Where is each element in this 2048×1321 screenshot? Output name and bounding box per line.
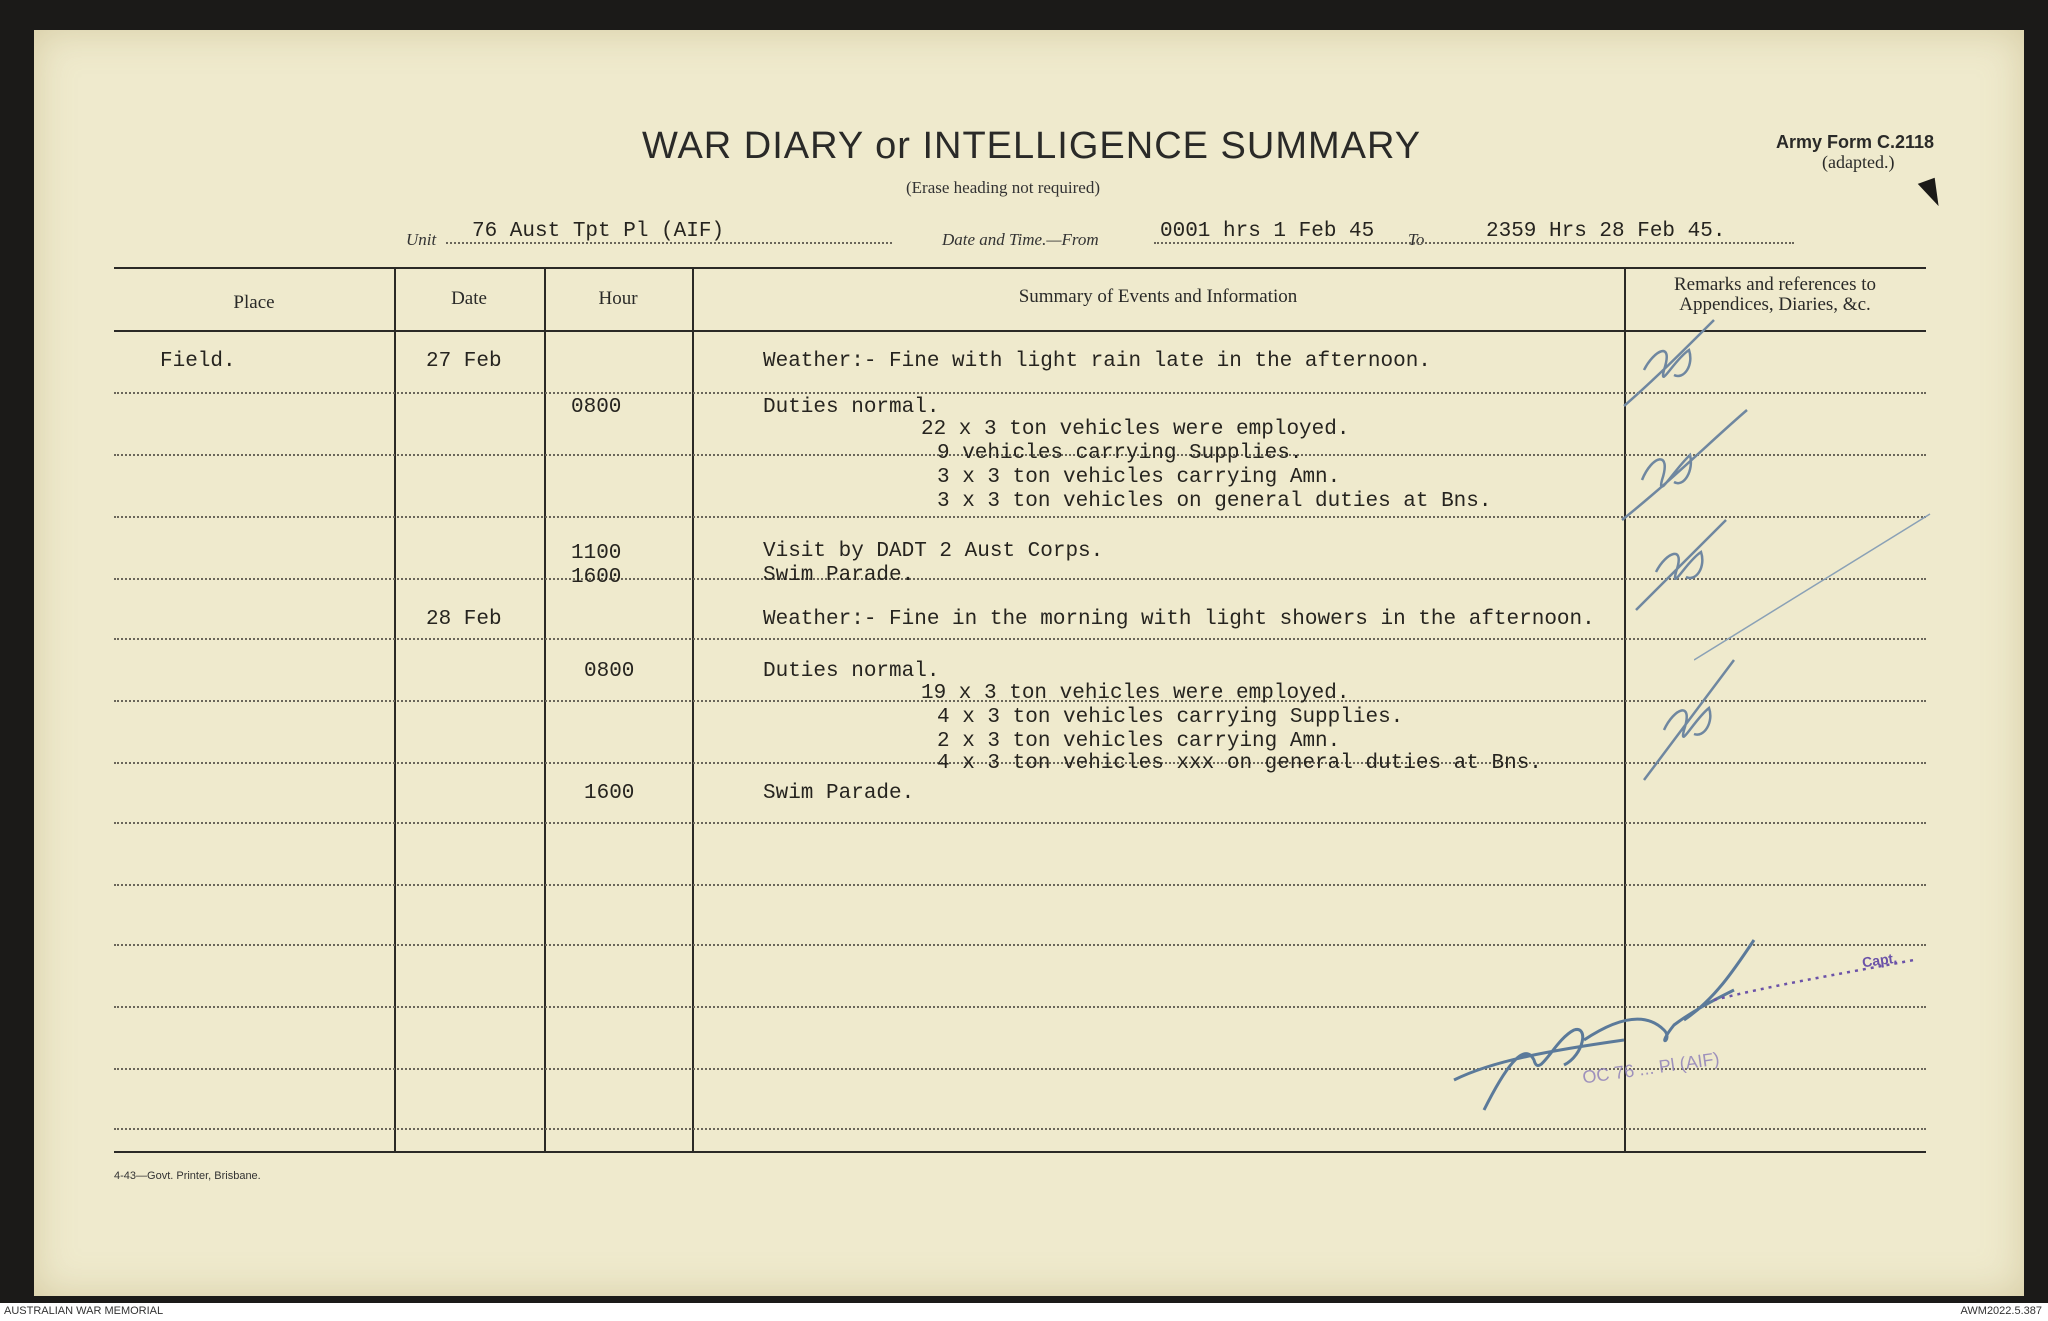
entry-text: 4 x 3 ton vehicles carrying Supplies. — [937, 706, 1404, 729]
footer-institution: AUSTRALIAN WAR MEMORIAL — [4, 1305, 164, 1317]
entry-hour: 1600 — [571, 566, 622, 589]
date-to: 2359 Hrs 28 Feb 45. — [1486, 220, 1726, 243]
page-title: WAR DIARY or INTELLIGENCE SUMMARY — [642, 125, 1422, 167]
signature — [1414, 930, 1934, 1130]
entry-text: Swim Parade. — [763, 564, 915, 587]
footer-reference: AWM2022.5.387 — [1960, 1305, 2042, 1317]
entry-date: 27 Feb — [426, 350, 502, 373]
entry-text: 3 x 3 ton vehicles carrying Amn. — [937, 466, 1341, 489]
ruled-line — [114, 638, 1926, 640]
table-top-rule — [114, 267, 1926, 269]
initials-stroke — [1694, 510, 1934, 670]
page-subtitle: (Erase heading not required) — [906, 178, 1100, 197]
entry-text: Swim Parade. — [763, 782, 915, 805]
date-label: Date and Time.—From — [942, 230, 1099, 249]
entry-text: Visit by DADT 2 Aust Corps. — [763, 540, 1104, 563]
archive-footer — [0, 1303, 2048, 1321]
entry-text: Duties normal. — [763, 660, 940, 683]
form-name: Army Form C.2118 — [1776, 132, 1935, 152]
col-remarks-line2: Appendices, Diaries, &c. — [1679, 294, 1871, 315]
entry-hour: 0800 — [584, 660, 635, 683]
stamp-rank: Capt. — [1861, 949, 1898, 971]
unit-label: Unit — [406, 230, 437, 249]
col-hour: Hour — [598, 288, 638, 309]
entry-text: Weather:- Fine in the morning with light showers in the afternoon. — [763, 608, 1595, 631]
stamp-unit: OC 76 ... Pl (AIF) — [1581, 1048, 1721, 1088]
to-label: To — [1408, 230, 1425, 249]
unit-line — [446, 242, 892, 244]
entry-text: 22 x 3 ton vehicles were employed. — [921, 418, 1350, 441]
entry-hour: 1600 — [584, 782, 635, 805]
entry-text: Duties normal. — [763, 396, 940, 419]
date-from: 0001 hrs 1 Feb 45 — [1160, 220, 1375, 243]
col-remarks-line1: Remarks and references to — [1673, 274, 1877, 295]
entry-text: 9 vehicles carrying Supplies. — [937, 442, 1303, 465]
col-date: Date — [451, 288, 487, 309]
diary-page — [34, 30, 2024, 1296]
initials-mark — [1634, 650, 1744, 790]
entry-date: 28 Feb — [426, 608, 502, 631]
divider-place-date — [394, 267, 396, 1151]
entry-hour: 0800 — [571, 396, 622, 419]
form-note: (adapted.) — [1822, 152, 1895, 172]
printer-line: 4-43—Govt. Printer, Brisbane. — [114, 1170, 261, 1182]
divider-date-hour — [544, 267, 546, 1151]
col-place: Place — [233, 292, 275, 313]
ruled-line — [114, 822, 1926, 824]
torn-corner — [1918, 178, 1944, 210]
entry-text: 2 x 3 ton vehicles carrying Amn. — [937, 730, 1341, 753]
entry-hour: 1100 — [571, 542, 622, 565]
entry-place: Field. — [160, 350, 236, 373]
entry-text: Weather:- Fine with light rain late in the afternoon. — [763, 350, 1431, 373]
ruled-line — [114, 884, 1926, 886]
divider-hour-summary — [692, 267, 694, 1151]
entry-text: 3 x 3 ton vehicles on general duties at Bns. — [937, 490, 1492, 513]
col-summary: Summary of Events and Information — [1018, 286, 1298, 307]
table-bottom-rule — [114, 1151, 1926, 1153]
unit-value: 76 Aust Tpt Pl (AIF) — [472, 220, 725, 243]
entry-text: 4 x 3 ton vehicles xxx on general duties at Bns. — [937, 752, 1542, 775]
entry-text: 19 x 3 ton vehicles were employed. — [921, 682, 1350, 705]
date-line — [1154, 242, 1794, 244]
